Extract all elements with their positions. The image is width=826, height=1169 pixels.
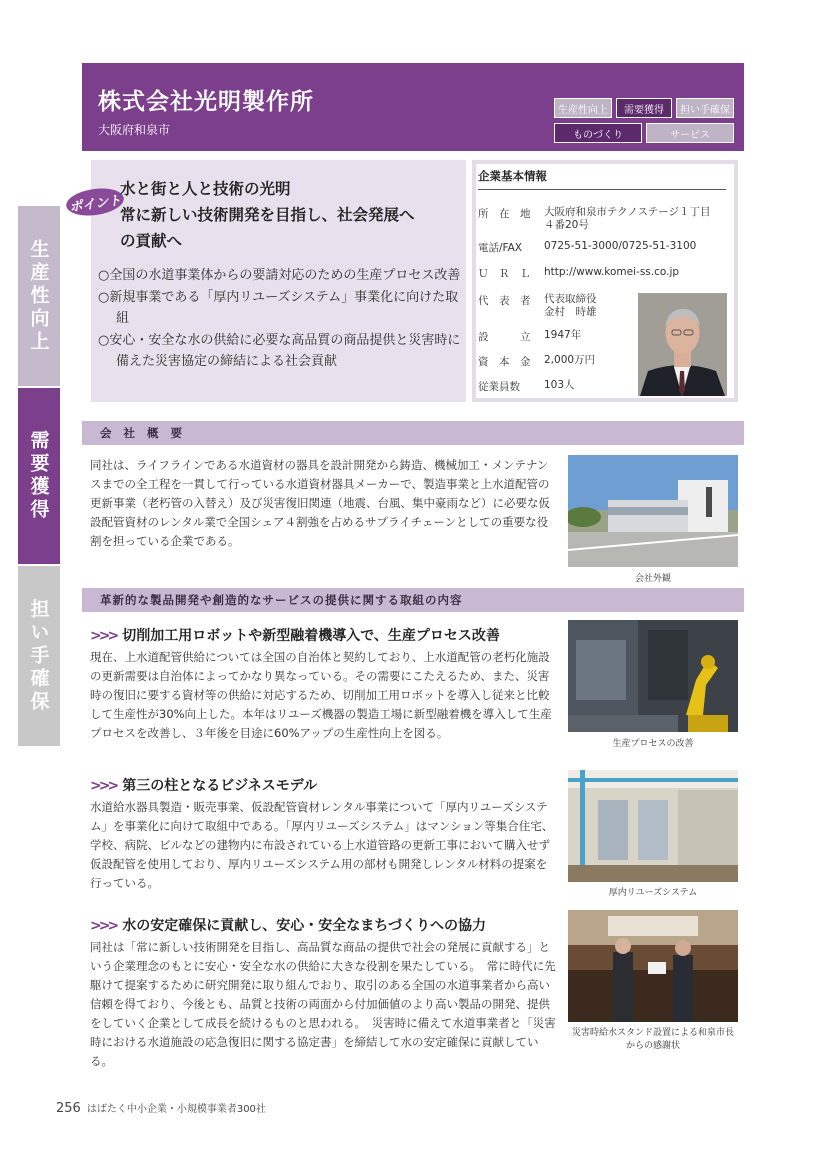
arrow-icon: >>> <box>90 778 117 794</box>
robot-photo <box>568 620 738 732</box>
arrow-icon: >>> <box>90 628 117 644</box>
side-tab-workforce[interactable] <box>18 566 60 746</box>
photo-caption: 厚内リユーズシステム <box>608 888 698 898</box>
info-value: 0725-51-3000/0725-51-3100 <box>544 240 697 252</box>
info-value: 大阪府和泉市テクノステージ１丁目 <box>544 206 711 218</box>
initiative-text: 同社は「常に新しい技術開発を目指し、高品質な商品の提供で社会の発展に貢献する」という企業理念のもとに安心・安全な水の供給に大きな役割を果たしている。 常に時代に先駆けて提案するために研究開発に取り組んでおり、取引のある全国の水道事業者から高い信頼を得ており、今後とも、品質と技術の両面から付加価値のより高い製品の開発、提供をしていく企業として成長を続けるものと思われる。 災害時に備えて水道事業者と「災害時における水道施設の応急復旧に関する協定書」を締結して水の安定確保に貢献している。 <box>90 940 556 1068</box>
info-label: 所 在 地 <box>478 208 531 220</box>
company-info-title: 企業基本情報 <box>478 169 547 183</box>
info-label: Ｕ Ｒ Ｌ <box>478 268 531 280</box>
info-row-representative <box>478 293 597 319</box>
subheading: >>> 切削加工用ロボットや新型融着機導入で、生産プロセス改善 <box>90 628 500 644</box>
company-location: 大阪府和泉市 <box>98 123 171 137</box>
info-label: 資 本 金 <box>478 356 531 368</box>
point-bullets <box>98 265 462 373</box>
side-tab-label: 担い手確保 <box>27 598 50 714</box>
category-badge: 需要獲得 <box>616 98 672 118</box>
photo-caption: 生産プロセスの改善 <box>612 739 694 749</box>
subheading: >>> 第三の柱となるビジネスモデル <box>90 778 318 794</box>
bullet-item: ○新規事業である「厚内リユーズシステム」事業化に向けた取組 <box>98 289 459 326</box>
info-row-employees <box>478 379 575 394</box>
industry-badge: ものづくり <box>554 123 642 143</box>
info-value: 2,000万円 <box>544 354 596 366</box>
info-row-capital <box>478 354 595 369</box>
representative-photo <box>638 293 727 396</box>
arrow-icon: >>> <box>90 918 117 934</box>
headline-line: の貢献へ <box>120 232 183 250</box>
point-headline <box>120 176 465 254</box>
info-row-founded <box>478 329 581 344</box>
info-row-address <box>478 206 711 232</box>
info-label: 代 表 者 <box>478 295 531 307</box>
section-bar-overview <box>82 421 744 445</box>
divider <box>478 189 726 190</box>
side-tab-label: 生産性向上 <box>27 238 50 354</box>
info-label: 従業員数 <box>478 381 520 393</box>
side-tab-label: 需要獲得 <box>27 430 50 522</box>
info-row-phone <box>478 240 696 255</box>
website-link[interactable]: http://www.komei-ss.co.jp <box>544 266 680 278</box>
initiative-text: 水道給水器具製造・販売事業、仮設配管資材レンタル事業について「厚内リユーズシステム」を事業化に向けて取組中である。「厚内リユーズシステム」はマンション等集合住宅、学校、病院、ビルなどの建物内に布設されている上水道管路の更新工事において購入せず仮設配管を使用しており、厚内リユーズシステム用の部材も開発しレンタル材料の提案を行っている。 <box>90 800 554 890</box>
pipe-system-photo <box>568 770 738 882</box>
section-title: 会 社 概 要 <box>100 426 187 440</box>
info-value: 103人 <box>544 379 575 391</box>
page-footer <box>56 1100 266 1116</box>
headline-line: 水と街と人と技術の光明 <box>120 180 291 198</box>
info-value-2: 金村 時雄 <box>544 306 597 318</box>
info-value: 代表取締役 <box>544 293 597 305</box>
section-bar-initiatives <box>82 588 744 612</box>
initiative-text: 現在、上水道配管供給については全国の自治体と契約しており、上水道配管の老朽化施設の更新需要は自治体によってかなり異なっている。その需要にこたえるため、また、災害時の復旧に要する資材等の供給に対応するため、切削加工用ロボットを導入し従来と比較して生産性が30%向上した。本年はリユーズ機器の製造工場に新型融着機を導入して生産プロセスを改善し、３年後を目途に60%アップの生産性向上を図る。 <box>90 650 552 740</box>
company-building-photo <box>568 455 738 567</box>
industry-badge: サービス <box>646 123 734 143</box>
overview-text: 同社は、ライフラインである水道資材の器具を設計開発から鋳造、機械加工・メンテナンスまでの全工程を一貫して行っている水道資材器具メーカーで、製造事業と上水道配管の更新事業（老朽管の入替え）及び災害復旧関連（地震、台風、集中豪雨など）に必要な仮設配管資材のレンタル業で全国シェア４割強を占めるサプライチェーンとしての重要な役割を担っている企業である。 <box>90 458 550 548</box>
side-tab-productivity[interactable] <box>18 206 60 386</box>
photo-caption: 災害時給水スタンド設置による和泉市長からの感謝状 <box>572 1028 735 1051</box>
point-badge: ポイント <box>64 185 125 219</box>
headline-line: 常に新しい技術開発を目指し、社会発展へ <box>120 206 415 224</box>
side-tab-demand[interactable] <box>18 388 60 564</box>
info-value: 1947年 <box>544 329 582 341</box>
info-label: 設 立 <box>478 331 531 343</box>
info-row-url <box>478 266 679 281</box>
info-label: 電話/FAX <box>478 242 522 254</box>
bullet-item: ○安心・安全な水の供給に必要な高品質の商品提供と災害時に備えた災害協定の締結による社会貢献 <box>98 332 461 369</box>
company-name: 株式会社光明製作所 <box>98 89 314 115</box>
info-value-2: ４番20号 <box>544 219 589 231</box>
category-badge: 担い手確保 <box>676 98 734 118</box>
photo-caption: 会社外観 <box>634 574 671 584</box>
footer-text: はばたく中小企業・小規模事業者300社 <box>86 1104 266 1115</box>
page-number: 256 <box>56 1101 81 1116</box>
award-ceremony-photo <box>568 910 738 1022</box>
company-header <box>82 63 744 151</box>
section-title: 革新的な製品開発や創造的なサービスの提供に関する取組の内容 <box>100 593 463 607</box>
subheading: >>> 水の安定確保に貢献し、安心・安全なまちづくりへの協力 <box>90 918 487 934</box>
category-badge: 生産性向上 <box>554 98 612 118</box>
bullet-item: ○全国の水道事業体からの要請対応のための生産プロセス改善 <box>98 268 461 283</box>
